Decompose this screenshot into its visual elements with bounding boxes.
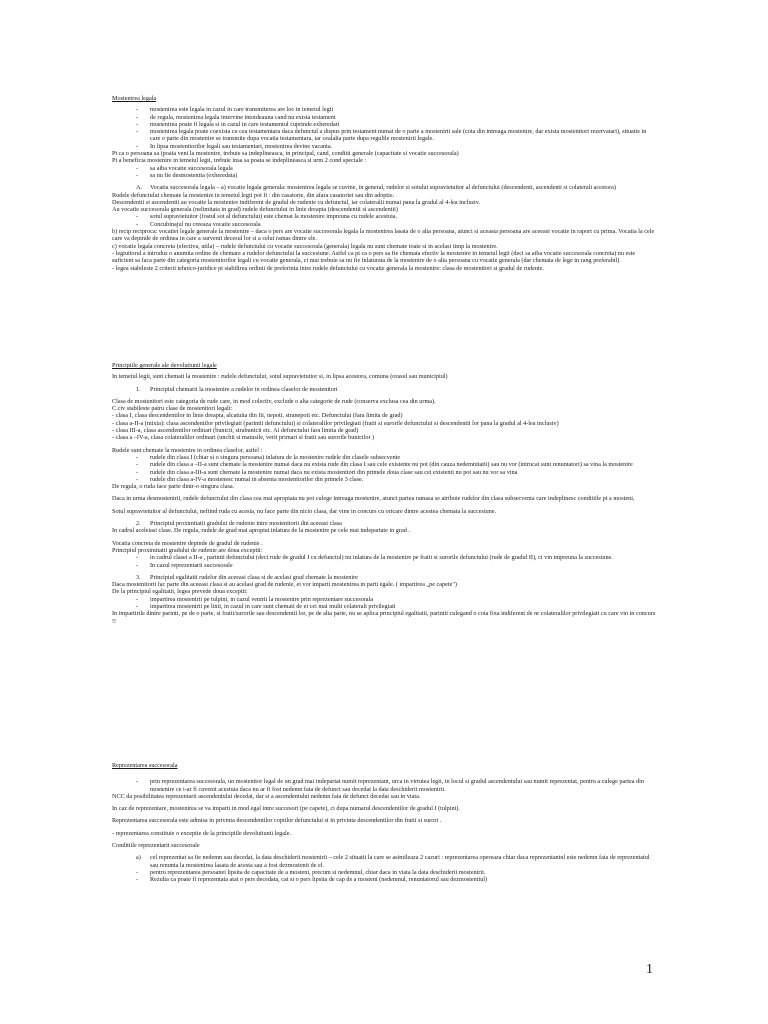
paragraph: Clasa de mostenitori este categoria de rude care, in mod colectiv, exclude o alta categorie de rude (conserva exclusa cea din urma).: [112, 397, 436, 405]
list-item: - mostenirea este legala in cazul in care transmiterea are loc in temeiul legii: [112, 106, 657, 113]
item-text: cel reprezentat sa fie nedemn sau decedat, la data deschiderii mostenirii – cele 2 situatii la care se asimileaza 2 cazuri : reprezentarea opereaza chiar daca reprezentantul este nedemn fata de reprezentatul sau renunta la mostenirea lasata de acesta sau a fost dezmostenit de el.: [150, 854, 650, 869]
list-item: - in cadrul clasei a II-a , parintii defunctului (deci rude de gradul I cu defunctul) nu inlatura de la mostenire pe fratii si surorile defunctului (rude de gradul II), ci vin impreuna la succesiune.: [112, 554, 657, 561]
list-item: - pentru reprezentarea persoanei lipsita de capacitate de a mosteni, precum si nedemnul, chiar daca in viata la data deschiderii mostenirii.: [112, 869, 657, 876]
paragraph: In impartirile dintre parinti, pe de o parte, si fratii/surorile sau descendentii lor, pe de alta parte, nu se aplica principiul egalitatii, parintii culegand o cota fixa indiferent de nr colateralilor privilegiati cu care vin in concurs !!: [112, 610, 656, 625]
item-text: Principiul chemarii la mostenire a rudelor in ordinea claselor de mostenitori: [150, 385, 338, 393]
list-item: - de regula, mostenirea legala intervine intotdeauna cand nu exista testament: [112, 114, 657, 121]
list-item: - In cazul reprezentarii succesorale: [112, 562, 657, 569]
section-title: Mostenirea legala: [112, 95, 157, 102]
paragraph: NCC da posibilitatea reprezentarii ascendentului decedat, dar si a ascendentului nedemn fata de defunct decedat sau in viata.: [112, 792, 421, 800]
list-item: - prin reprezentarea succesorala, un mostenitor legal de un grad mai indepartat numit reprezentant, urca in virtutea legii, in locul si gradul ascendentului sau numit reprezentat, pentru a culege partea din mostenire ce i-ar fi cuvenit acestuia daca nu ar fi fost nedemn fata de defunct sau decedat la data deschiderii mostenirii.: [112, 778, 657, 793]
section-title: Principiile generale ale devolutiunii legale: [112, 362, 217, 369]
paragraph: - legiuitorul a introdus o anumita ordine de chemare a rudelor defunctului la succesiune. Astfel ca pt ca o pers sa fie chemata efectiv la mostenire in temeiul legii (deci sa aiba vocatie succesorala concreta) nu este suficient sa faca parte din categoria mostenitorilor legali cu vocatie generala, ci mai trebuie sa nu fie inlaturata de la mostenire de o alta persoana cu vocatie generala (dar chemata de lege in rang preferabil): [112, 249, 636, 265]
list-item: - sa nu fie desmostenita (exheredata): [112, 172, 657, 179]
paragraph: Vocatia concreta de mostenire depinde de gradul de rudenie .: [112, 539, 263, 547]
section-succession-representation: [112, 762, 657, 884]
item-marker: A.: [136, 184, 143, 192]
numbered-item: [112, 184, 657, 191]
list-item: - Concubinajul nu creeaza vocatie succesorala: [112, 221, 657, 228]
list-item: - sa aiba vocatie succesorala legala: [112, 165, 657, 172]
paragraph: Pt a beneficia mostenire in temeiul legii, trebuie insa sa poata se indeplineasca si urm 2 cond speciale :: [112, 157, 367, 165]
paragraph: b) recip reciproca: vocatiei legale generale la mostenire – daca o pers are vocatie succesorala legala la mostenirea lasata de o alta persoana, atunci si aceasta persoana are aceeasi vocatie in raport cu prima. Vocatia la cele care va depinde de ordinea in care a survenit decesul lor si a celui ramas dintre ele.: [112, 228, 655, 243]
paragraph: Descendentii si ascendentii au vocatie la mostenire indiferent de gradul de rudenie cu defunctul, iar colateralii numai pana la gradul al 4-lea inclusiv.: [112, 198, 480, 206]
paragraph: - clasa a –IV-a, clasa colateralilor ordinari (unchii si matusile, verii primari si fratii sau surorile bunicilor ): [112, 434, 375, 442]
item-text: Principiul egalitatii rudelor din aceeasi clasa si de acelasi grad chemate la mostenire: [150, 573, 358, 581]
item-marker: 1.: [136, 385, 141, 393]
paragraph: Daca in urma desmostenirii, rudele defunctului din clasa cea mai apropiata nu pot culege intreaga mostenire, atunci partea ramasa se atribuie rudelor din clasa subsecventa care indeplinesc conditiile pt a mosteni.: [112, 495, 635, 503]
list-item: - impartirea mostenirii pe tulpini, in cazul venirii la mostenire prin reprezentare succesorala: [112, 596, 657, 603]
item-text: Vocatia succesorala legala – a) vocatie legala generala: mostenirea legala se cuvine, in general, rudelor si sotului supravietuitor al defunctului (descendenti, ascendenti si colaterali acestora): [150, 184, 616, 192]
paragraph: In cadrul aceleiasi clase. De regula, rudele de grad mai apropiat inlatura de la mostenire pe cele mai indepartate in grad .: [112, 527, 410, 535]
paragraph: Pt ca o persoana sa (poata veni la mostenire, trebuie sa indeplineasca, in principal, cand, conditii generale (capacitate si vocatie succesorala): [112, 150, 459, 158]
item-text: Principiul proximitatii gradului de rudenie intre mostenitorii din aceeasi clasa: [150, 520, 342, 528]
numbered-item: [112, 386, 657, 393]
item-marker: 3.: [136, 573, 141, 581]
numbered-item: [112, 520, 657, 527]
paragraph: C.civ stabileste patru clase de mostenitori legali:: [112, 405, 233, 413]
list-item: - sotul supravietuitor (fostul sot al defunctului) este chemat la mostenire impreuna cu rudele acestuia.: [112, 213, 657, 220]
list-item: - rudele din clasa a-IV-a mostenesc numai in absenta mostenitorilor din primele 3 clase.: [112, 476, 657, 483]
paragraph: - clasa III-a, clasa ascendentilor ordinari (bunicii, strabunicii etc. Ai defunctului fara limita de grad): [112, 427, 359, 435]
list-item: - In lipsa mostenitorilor legali sau testamentari, mostenirea devine vacanta.: [112, 143, 657, 150]
section-general-principles: [112, 362, 657, 625]
item-marker: 2.: [136, 520, 141, 528]
paragraph: - clasa a-II-a (mixta): clasa ascendentilor privilegiati (parintii defunctului) si colateralilor privilegiati (fratii si surorile defunctului si descendentii lor pana la gradul al 4-lea inclusiv): [112, 419, 559, 427]
list-item: - rudele din clasa I (chiar si o singura persoana) inlatura de la mostenire rudele din clasele subsecvente: [112, 454, 657, 461]
paragraph: De la principiul egalitatii, legea prevede doua exceptii:: [112, 588, 248, 596]
section-title: Reprezentarea succesorala: [112, 762, 178, 769]
paragraph: Rudele defunctului chemate la mostenire in temeiul legii pot fi : din casatorie, din afara casatoriei sau din adoptie.: [112, 191, 395, 199]
list-item: - impartirea mostenirii pe linii, in cazul in care sunt chemati de ei cei mai multi colaterali privilegiati: [112, 603, 657, 610]
paragraph: Reprezentarea succesorala este admisa in privinta descendentilor copiilor defunctului si in privinta descendentilor din fratii si surori .: [112, 817, 442, 825]
paragraph: Sotul supravietuitor al defunctului, nefiind ruda cu acesta, nu face parte din nicio clasa, dar vine in concurs cu oricare dintre acestea chemata la succesiune.: [112, 507, 497, 515]
list-item: - mostenirea poate fi legala si in cazul in care testamentul cuprinde exheredari: [112, 121, 657, 128]
page-number: 1: [646, 962, 653, 977]
paragraph: Au vocatie succesorala generala (nelimitata in grad) rudele defunctului in linie dreapta (descendentii si ascendentii): [112, 206, 398, 214]
paragraph: Conditiile reprezentarii succesorale: [112, 842, 200, 850]
list-item: - rudele din clasa a –II-a sunt chemate la mostenire numai daca nu exista rude din clasa I sau cele existente nu pot (din cauza nedemnitatii) sau nu vor (intrucat sunt renuntatori) sa vina la mostenire: [112, 461, 657, 468]
list-item: - Rezulta ca poate fi reprezentata atat o pers decedata, cat si o pers lipsita de cap de a mosteni (nedemnul, renuntatorul sau dezmostenitul): [112, 876, 657, 883]
list-item: - mostenirea legala poate coexista cu cea testamentara daca defunctul a dispus prin testament numai de o parte a mostenirii sale (cota din intreaga mostenire, dar exista mostenitori rezervatari), situatie in care o parte din mostenire se transmite dupa vocatia testamentara, iar cealalta parte dupa regulile mostenirii legale.: [112, 128, 657, 143]
numbered-item: [112, 574, 657, 581]
paragraph: Rudele sunt chemate la mostenire in ordinea claselor, astfel :: [112, 446, 263, 454]
list-item: - rudele din clasa a-III-a sunt chemate la mostenire numai daca nu exista mostenitori din primele doua clase sau cei existenti nu pot sau nu vor sa vina: [112, 469, 657, 476]
section-legal-inheritance: [112, 95, 657, 272]
paragraph: In temeiul legii, sunt chemati la mostenire : rudele defunctului, sotul supravietuitor si, in lipsa acestora, comuna (orasul sau municipiul): [112, 373, 448, 381]
item-marker: a): [136, 854, 141, 862]
paragraph: - legea stabileste 2 criterii tehnico-juridice pt stabilirea ordinii de preferinta intre rudele defunctului cu vocatie generala la mostenire: clasa de mostenitori si gradul de rudenie.: [112, 264, 544, 272]
paragraph: - reprezentarea constituie o exceptie de la principiile devolutiunii legale.: [112, 829, 292, 837]
paragraph: De regula, o ruda face parte dintr-o singura clasa.: [112, 483, 235, 491]
paragraph: - clasa I, clasa descendentilor in linie dreapta, alcatuita din fii, nepoti, stranepoti etc. Defunctului (fara limita de grad): [112, 412, 403, 420]
paragraph: c) vocatie legala concreta (efectiva, utila) – rudele defunctului cu vocatie succesorala (generala) legala nu sunt chemate toate si in acelasi timp la mostenire.: [112, 242, 498, 250]
paragraph: Principiul proximitatii gradului de rudenie are doua exceptii:: [112, 546, 263, 554]
paragraph: In caz de reprezentare, mostenirea se va imparti in mod egal intre succesori (pe capete), ci dupa numarul descendentilor de gradul I (tulpini).: [112, 805, 460, 813]
numbered-item: [112, 854, 657, 869]
paragraph: Daca mostenitorii fac parte din aceeasi clasa si au acelasi grad de rudenie, ei vor imparti mostenirea in parti egale. ( impartirea „pe capete"): [112, 581, 457, 589]
